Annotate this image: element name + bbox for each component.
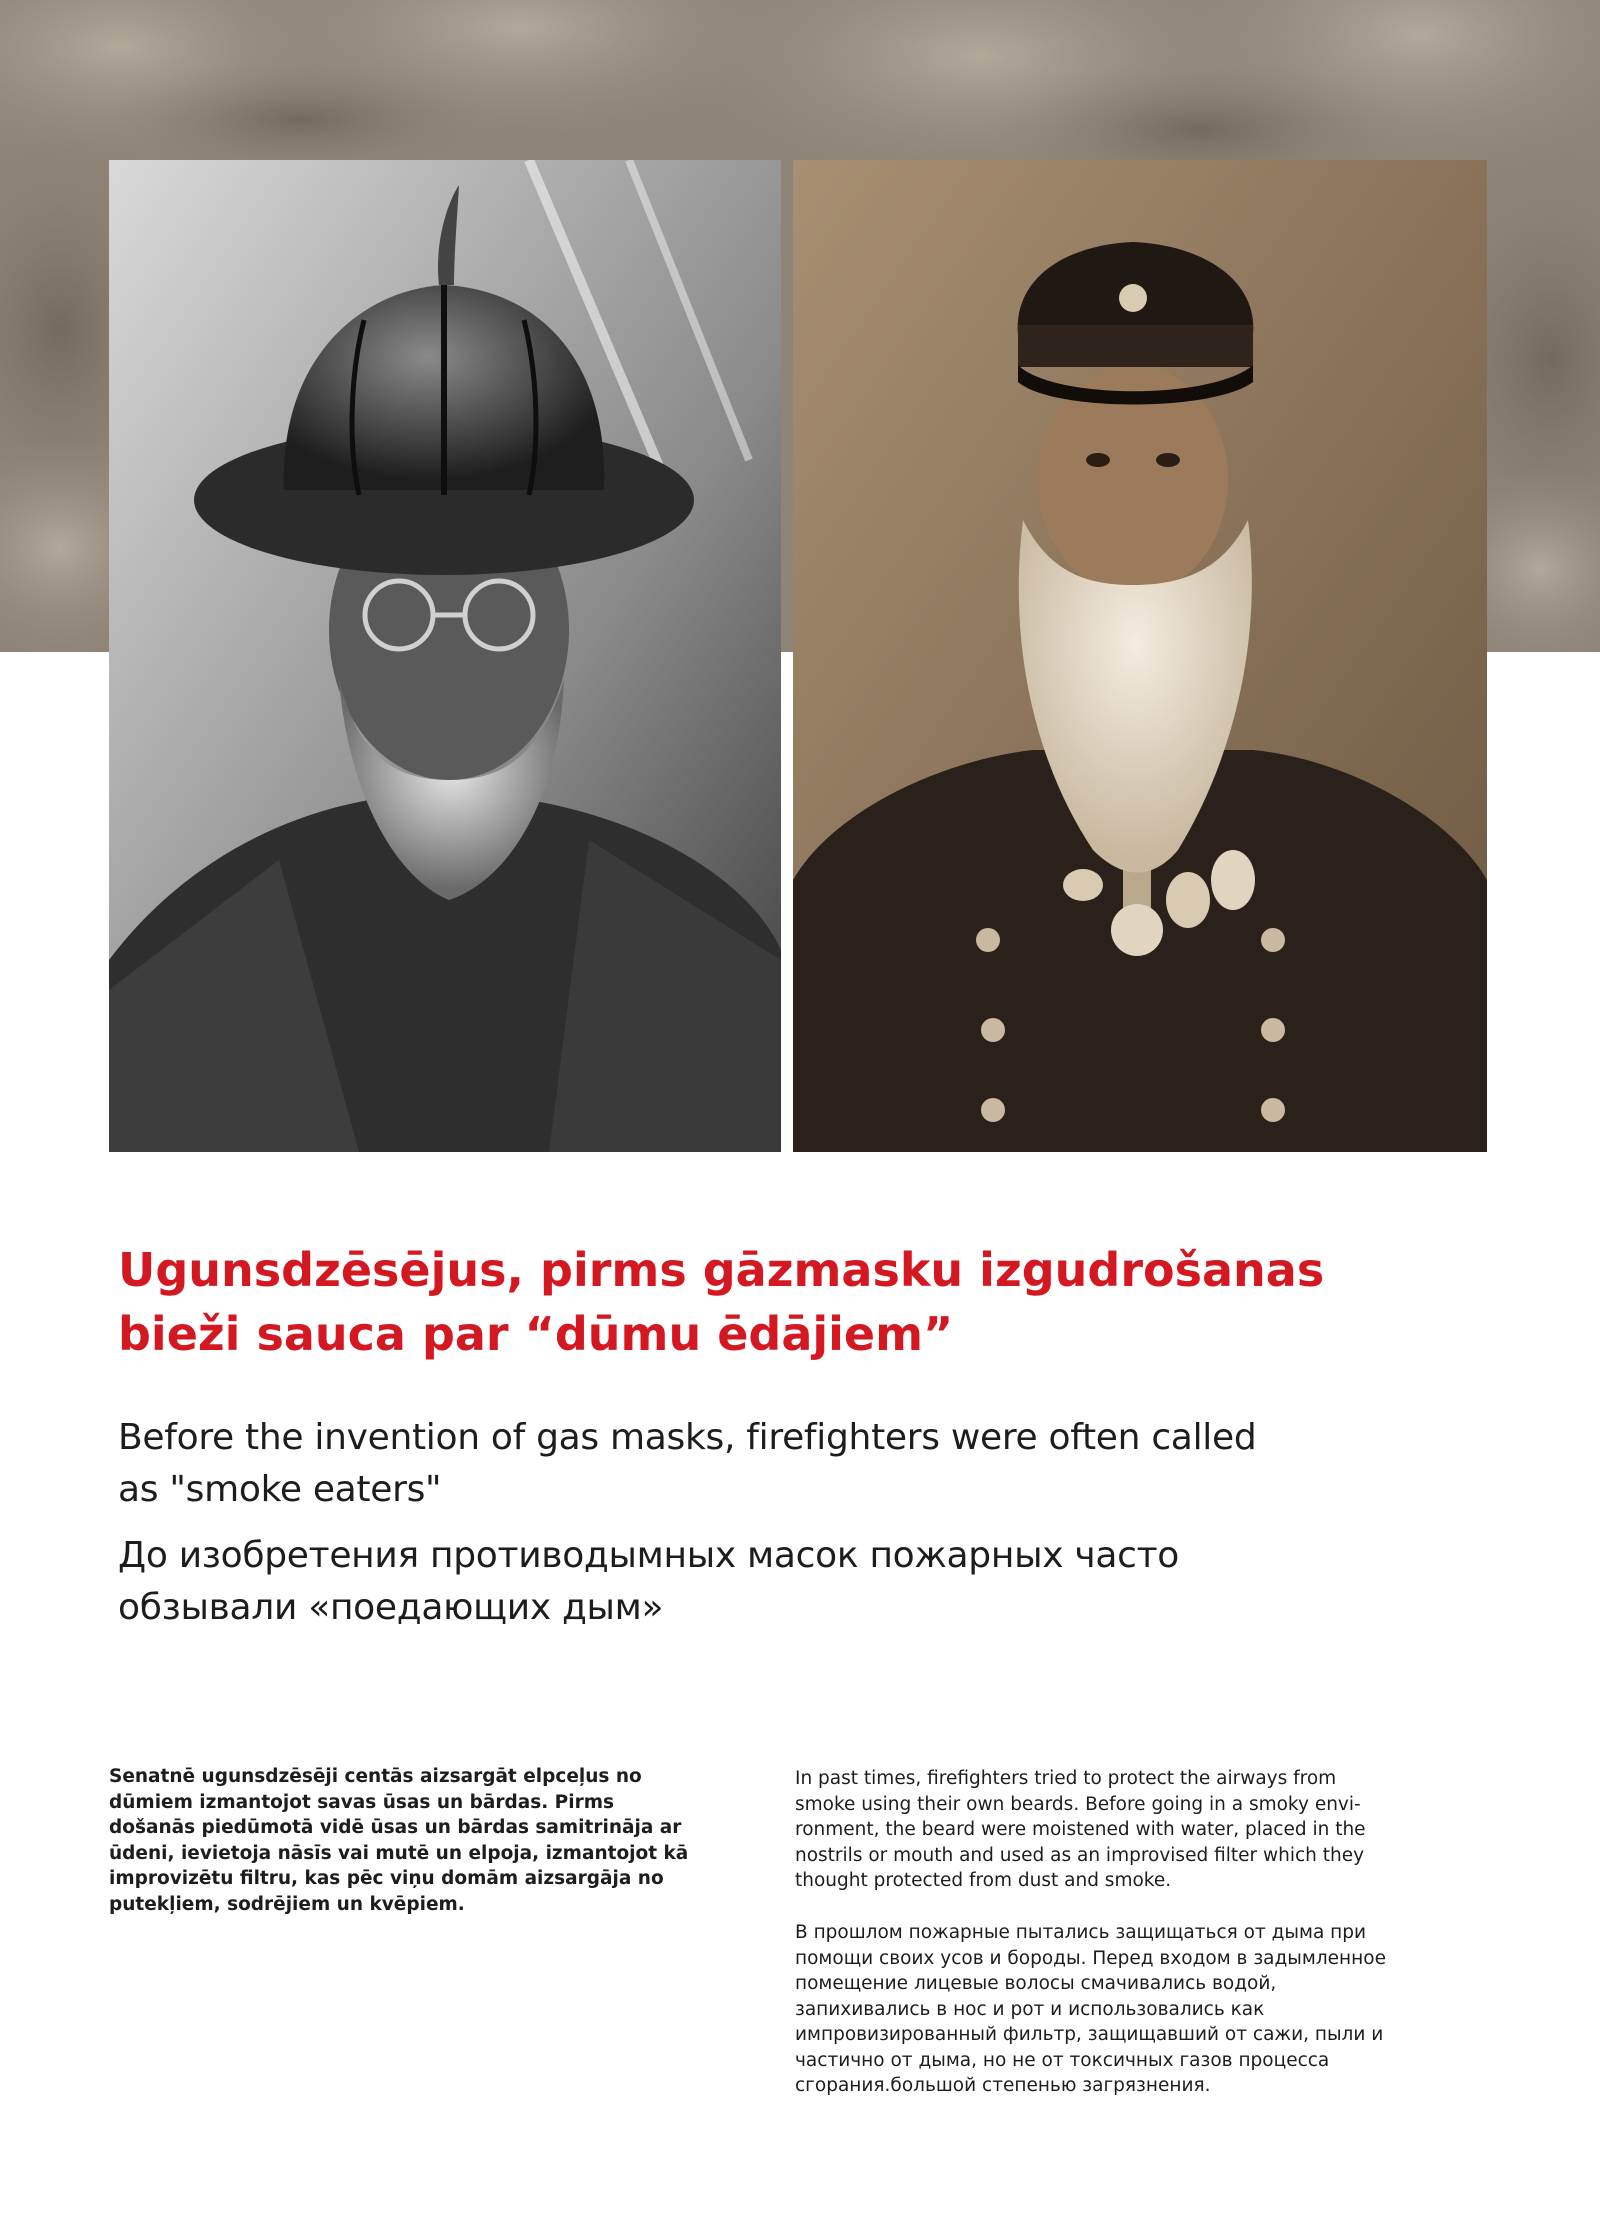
body-latvian-line: dūmiem izmantojot savas ūsas un bārdas. Pirms: [109, 1791, 614, 1813]
body-russian-line: сгорания.большой степенью загрязнения.: [795, 2075, 1211, 2096]
body-text-russian: [795, 1920, 1445, 2099]
body-english-line: nostrils or mouth and used as an improvised filter which they: [795, 1844, 1365, 1866]
body-russian-line: импровизированный фильтр, защищавший от сажи, пыли и: [795, 2024, 1384, 2045]
body-latvian-line: došanās piedūmotā vidē ūsas un bārdas samitrināja ar: [109, 1817, 682, 1838]
body-latvian-line: ūdeni, ievietoja nāsīs vai mutē un elpoja, izmantojot kā: [109, 1842, 689, 1864]
body-english-line: smoke using their own beards. Before going in a smoky envi-: [795, 1793, 1361, 1815]
body-english-line: ronment, the beard were moistened with water, placed in the: [795, 1819, 1366, 1840]
subtitle-english-line-2: as "smoke eaters": [118, 1469, 442, 1510]
photo-firefighter-cap-beard: [793, 160, 1487, 1152]
body-russian-line: частично от дыма, но не от токсичных газов процесса: [795, 2049, 1330, 2071]
body-latvian-line: Senatnē ugunsdzēsēji centās aizsargāt elpceļus no: [109, 1766, 642, 1787]
subtitle-russian-line-1: До изобретения противодымных масок пожарных часто: [118, 1535, 1179, 1576]
firefighter-cap-beard-illustration: [793, 160, 1487, 1152]
body-latvian-line: putekļiem, sodrējiem un kvēpiem.: [109, 1893, 465, 1915]
body-russian-line: помещение лицевые волосы смачивались водой,: [795, 1973, 1277, 1994]
headline-line-2: bieži sauca par “dūmu ēdājiem”: [118, 1307, 954, 1361]
photo-firefighter-helmet: [109, 160, 781, 1152]
firefighter-helmet-illustration: [109, 160, 781, 1152]
subtitle-english: [118, 1412, 1498, 1516]
headline: [118, 1238, 1518, 1366]
body-russian-line: помощи своих усов и бороды. Перед входом в задымленное: [795, 1947, 1386, 1969]
body-text-latvian: [109, 1764, 757, 1917]
body-russian-line: запихивались в нос и рот и использовались как: [795, 1998, 1265, 2020]
subtitle-english-line-1: Before the invention of gas masks, firefighters were often called: [118, 1417, 1257, 1458]
subtitle-russian-line-2: обзывали «поедающих дым»: [118, 1587, 664, 1628]
body-english-line: thought protected from dust and smoke.: [795, 1870, 1172, 1891]
subtitle-russian: [118, 1530, 1498, 1634]
body-text-english: [795, 1766, 1445, 1894]
headline-line-1: Ugunsdzēsējus, pirms gāzmasku izgudrošanas: [118, 1243, 1325, 1297]
body-russian-line: В прошлом пожарные пытались защищаться от дыма при: [795, 1922, 1367, 1943]
body-latvian-line: improvizētu filtru, kas pēc viņu domām aizsargāja no: [109, 1868, 664, 1889]
body-english-line: In past times, firefighters tried to protect the airways from: [795, 1768, 1337, 1789]
